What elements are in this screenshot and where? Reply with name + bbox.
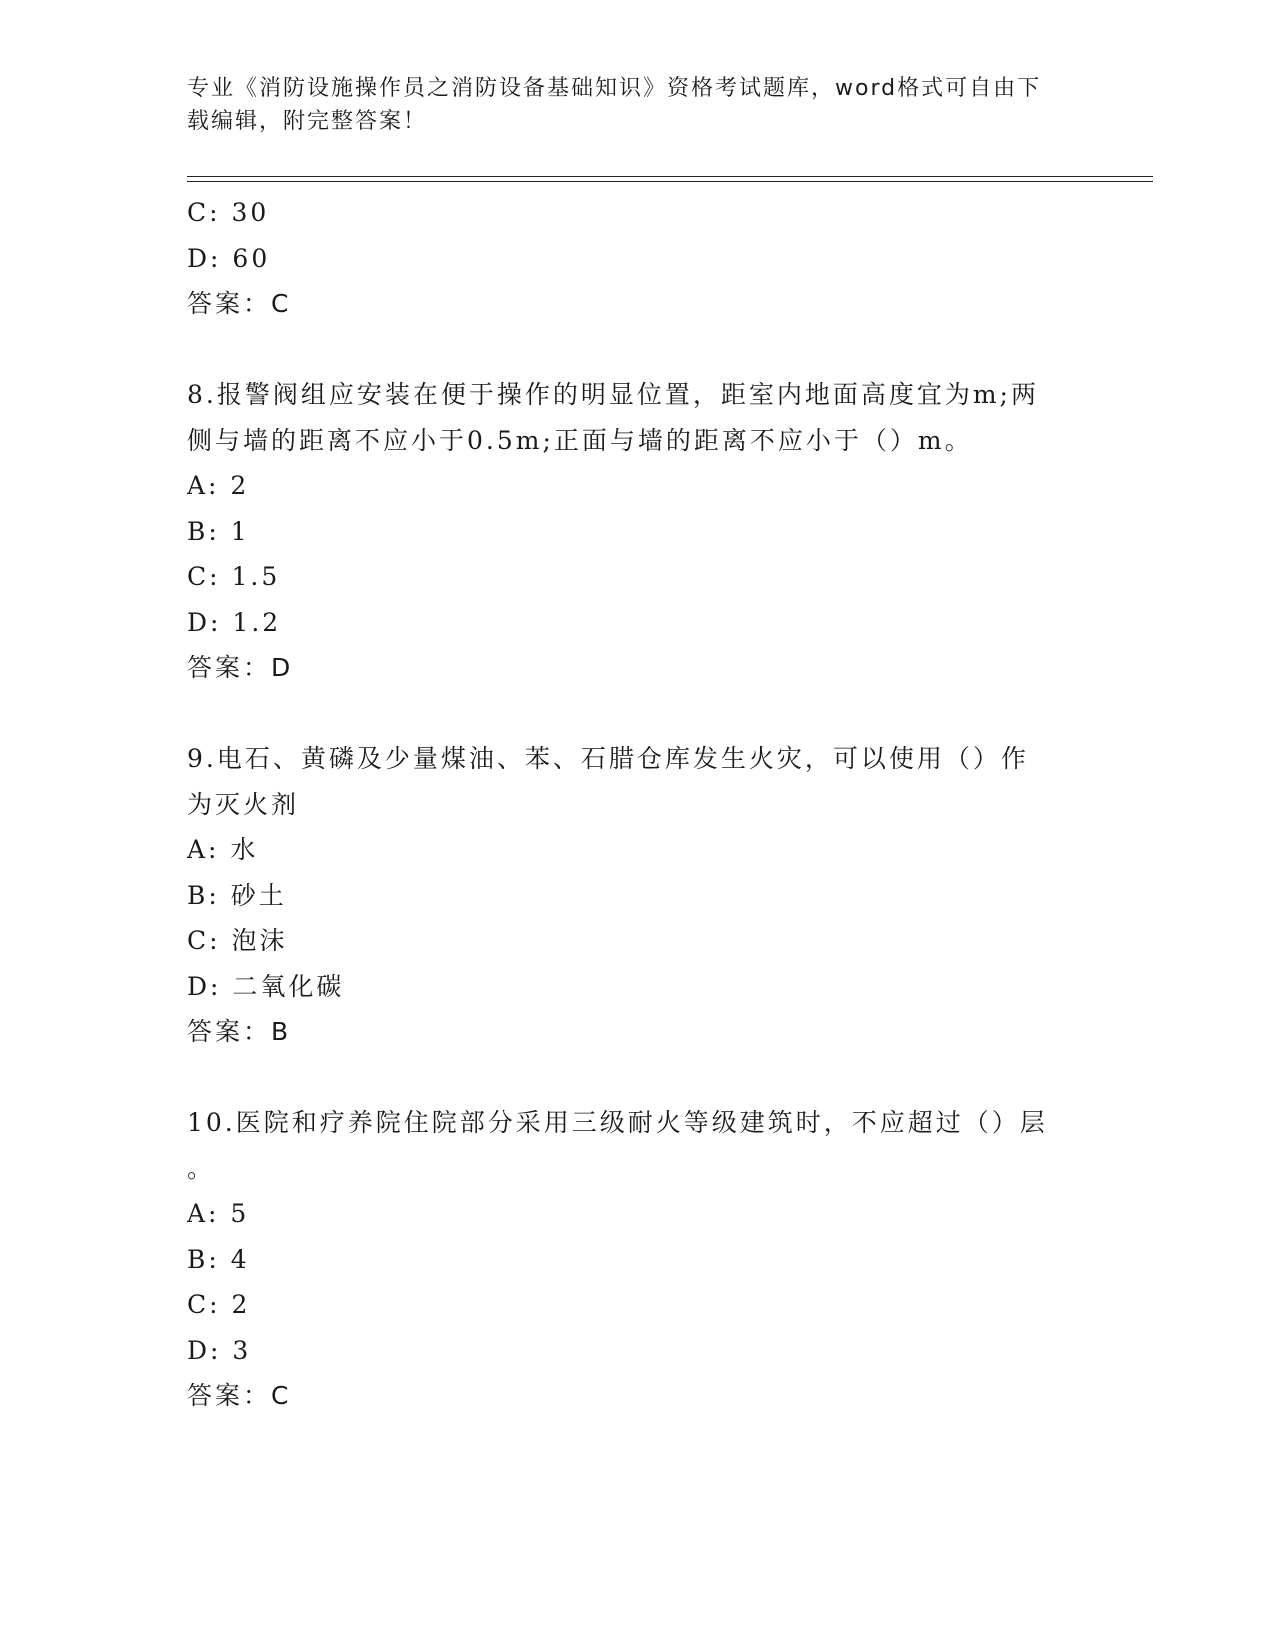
spacer [187,691,1077,737]
q10-option-a: A: 5 [187,1199,250,1228]
q8-option-b: B: 1 [187,516,250,546]
q9-option-d: D: 二氧化碳 [187,971,345,1001]
q9-option-c: C: 泡沫 [187,926,288,955]
q10-option-d: D: 3 [187,1335,252,1365]
q10-answer: 答案：C [187,1381,292,1410]
question-7-tail [187,190,1077,327]
q8-stem-line-1: 8.报警阀组应安装在便于操作的明显位置，距室内地面高度宜为m;两 [187,380,1039,409]
header-line-1: 专业《消防设施操作员之消防设备基础知识》资格考试题库，word格式可自由下 [187,76,1042,101]
q7-option-d: D: 60 [187,243,271,273]
spacer [187,1055,1077,1101]
q8-stem-line-2: 侧与墙的距离不应小于0.5m;正面与墙的距离不应小于（）m。 [187,425,973,455]
q7-option-c: C: 30 [187,198,270,227]
q10-stem-line-1: 10.医院和疗养院住院部分采用三级耐火等级建筑时，不应超过（）层 [187,1108,1048,1137]
q10-option-b: B: 4 [187,1244,250,1274]
q10-option-c: C: 2 [187,1290,251,1319]
q9-option-b: B: 砂土 [187,880,287,910]
q8-option-c: C: 1.5 [187,562,281,591]
q9-stem-line-2: 为灭火剂 [187,789,300,819]
q9-option-a: A: 水 [187,835,259,864]
header-line-2: 载编辑，附完整答案！ [187,109,428,134]
document-header [187,72,1067,138]
q9-answer: 答案：B [187,1017,292,1046]
question-9 [187,736,1077,1055]
q8-option-d: D: 1.2 [187,607,282,637]
q9-stem-line-1: 9.电石、黄磷及少量煤油、苯、石腊仓库发生火灾，可以使用（）作 [187,744,1029,773]
question-10 [187,1100,1077,1419]
header-divider-bottom [187,181,1153,182]
q8-answer: 答案：D [187,653,294,682]
question-8 [187,372,1077,691]
q7-answer: 答案：C [187,289,292,318]
spacer [187,327,1077,373]
header-divider-top [187,176,1153,177]
question-list [187,190,1077,1419]
q8-option-a: A: 2 [187,471,250,500]
q10-stem-line-2: 。 [187,1153,216,1183]
